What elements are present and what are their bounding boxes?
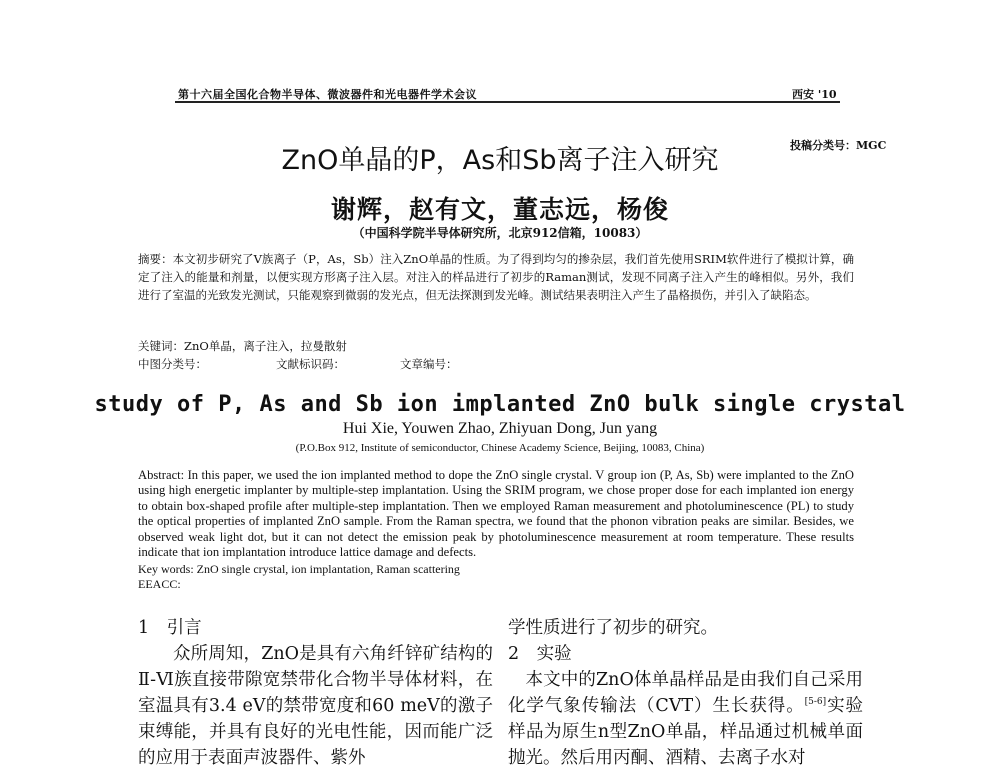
header-divider: [175, 101, 840, 103]
keywords-cn: 关键词：ZnO单晶，离子注入，拉曼散射: [138, 339, 347, 353]
authors-cn: 谢辉，赵有文，董志远，杨俊: [330, 195, 669, 224]
continuation-paragraph: 学性质进行了初步的研究。: [508, 618, 718, 638]
paper-title-en: study of P, As and Sb ion implanted ZnO bulk single crystal: [94, 392, 906, 417]
conference-header: 第十六届全国化合物半导体、微波器件和光电器件学术会议: [178, 88, 477, 101]
citation-marker: [5-6]: [804, 697, 827, 708]
article-no-label: 文章编号：: [400, 357, 458, 371]
abstract-en: Abstract: In this paper, we used the ion implanted method to dope the ZnO single crystal. V group ion (P, As, Sb) were implanted to the ZnO using high energetic implanter by multiple-step implantation. Using the SRIM program, we chose proper dose for each implanted ion energy to obtain box-shaped profile after multiple-step implantation. Then we employed Raman measurement and photoluminescence (PL) to study the optical properties of implanted ZnO sample. From the Raman spectra, we found that the phonon vibration peaks are similar. Besides, we observed weak light dot, but it can not detect the emission peak by photoluminescence measurement at room temperature. These results indicate that ion implantation introduce lattice damage and defects.: [138, 468, 854, 560]
section1-paragraph: 众所周知，ZnO是具有六角纤锌矿结构的Ⅱ-Ⅵ族直接带隙宽禁带化合物半导体材料，在室温具有3.4 eV的禁带宽度和60 meV的激子束缚能，并具有良好的光电性能，因而能广泛的应用于表面声波器件、紫外: [138, 644, 493, 768]
keywords-en: Key words: ZnO single crystal, ion implantation, Raman scattering: [138, 562, 460, 576]
paper-title-cn: ZnO单晶的P，As和Sb离子注入研究: [281, 145, 719, 176]
section2-text-a: 本文中的ZnO体单晶样品是由我们自己采用化学气象传输法（CVT）生长获得。: [508, 670, 863, 716]
section2-paragraph: [508, 667, 863, 771]
metadata-cn: [138, 355, 738, 373]
classification-number: 投稿分类号：MGC: [790, 139, 887, 152]
affiliation-cn: （中国科学院半导体研究所，北京912信箱，10083）: [352, 226, 648, 240]
doc-code-label: 文献标识码：: [276, 357, 345, 371]
clc-label: 中图分类号：: [138, 357, 207, 371]
body-column-left: [138, 615, 493, 771]
authors-en: Hui Xie, Youwen Zhao, Zhiyuan Dong, Jun yang: [342, 420, 658, 437]
section2-text-b: 实验样品为原生n型ZnO单晶，样品通过机械单面抛光。然后用丙酮、酒精、去离子水对: [508, 696, 863, 768]
section2-heading: 2 实验: [508, 644, 572, 664]
eeacc-label: EEACC:: [138, 577, 181, 591]
affiliation-en: (P.O.Box 912, Institute of semiconductor, Chinese Academy Science, Beijing, 10083, China): [295, 442, 705, 454]
section1-heading: 1 引言: [138, 618, 202, 638]
abstract-cn: 摘要：本文初步研究了Ⅴ族离子（P，As，Sb）注入ZnO单晶的性质。为了得到均匀的掺杂层，我们首先使用SRIM软件进行了模拟计算，确定了注入的能量和剂量，以便实现方形离子注入层。对注入的样品进行了初步的Raman测试，发现不同离子注入产生的峰相似。另外，我们进行了室温的光致发光测试，只能观察到微弱的发光点，但无法探测到发光峰。测试结果表明注入产生了晶格损伤，并引入了缺陷态。: [138, 252, 854, 302]
body-column-right: [508, 615, 863, 771]
conference-location-year: 西安 '10: [792, 88, 837, 101]
